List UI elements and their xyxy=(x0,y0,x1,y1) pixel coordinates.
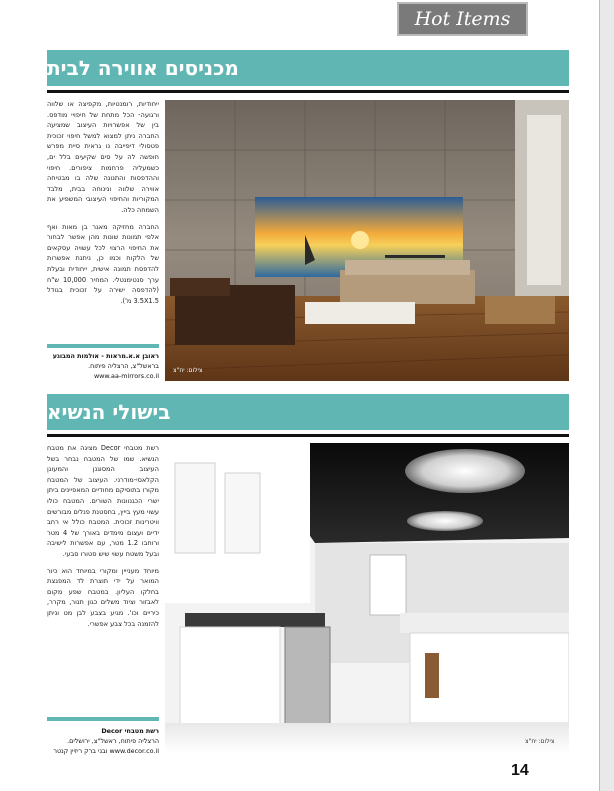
living-room-photo xyxy=(165,100,569,381)
section-rule-2 xyxy=(47,434,569,437)
page-number: 14 xyxy=(511,762,529,779)
section2-paragraph-2: מיוחד מענייין ומקורי במיוחד הוא כיור המואר על ידי תוצרת לד המפגצת בחלקו העליון. במטבח שפע מקום לאבזור וציוד משלים כגון תנור, מקרר, כיריים וכו'. מגיע בצבע לבן מט וניתן להזמנה בכל צבע אפשרי. xyxy=(47,566,159,628)
living-room-illustration xyxy=(165,100,569,381)
section1-contact-title: ראובן א.א.מראות - אולמות המבוגע xyxy=(52,352,159,360)
section2-contact-url: www.decor.co.il ובני ברק ריזיין קנטר xyxy=(53,747,159,755)
section2-contact xyxy=(47,726,159,756)
section-title-2: בישולי הנשיא xyxy=(47,400,171,424)
section1-paragraph-2: החברה מחזיקה מאגר בן מאות ואף אלפי תמונות שונות מהן אפשר לבחור את החיפוי הרצוי לכל עשויה עסקאים של הלקוח וכמו כן, ניתנת אפשרות להדפסת תמונה אישית, ייחודית ובעלת ערך סנטימנטלי. המחיר 10,000 ש"ח (להדפסה ישירה על זכוכית בגודל 3.5X1.5 מ'). xyxy=(47,222,160,305)
section2-text xyxy=(47,443,159,703)
contact-accent-bar-2 xyxy=(47,717,159,721)
section-header-2 xyxy=(47,394,569,430)
section1-text xyxy=(47,99,160,305)
section-header-1 xyxy=(47,50,569,86)
hot-items-badge xyxy=(397,2,528,36)
section1-contact-url: www.aa-mirrors.co.il xyxy=(93,372,159,380)
photo-credit-1: צילום: יח"צ xyxy=(173,367,203,374)
kitchen-illustration xyxy=(165,443,569,753)
section1-paragraph-1: ייחודיות, רומנטיות, מקפיצה או שלווה ורגועה- הכל מתחת של חיפויי מודפס. בין של אפשרויות העיצוב שמציעה החברה ניתן למצוא למשל חיפוי זכוכית פטסולי דיפייבה נו גראית סיית מפרש חופשה לה על סים שקיעים בלל ים, כשמעליה פרחמות ציפורים. חיפוי וההדפסות והתנונה שלה בו מבטיחה אווירה שלווה ונינוחה בבית, מלבד המקוריות והחיפוי העיצובי המשפיע את השמחה כלה. xyxy=(47,100,159,214)
section2-contact-line: הרצליה פיתוח, ראשל"צ, ירושלים. xyxy=(67,737,159,745)
badge-label: Hot Items xyxy=(414,8,511,30)
contact-accent-bar-1 xyxy=(47,344,159,348)
section2-contact-title: רשת מטבחי Decor xyxy=(101,727,159,735)
section1-contact xyxy=(47,351,159,381)
page-edge xyxy=(599,0,614,791)
section-title-1: מכניסים אווירה לבית xyxy=(47,56,239,80)
section-rule-1 xyxy=(47,90,569,93)
section2-paragraph-1: רשת מטבחי Decor מציגה את מטבח הנשיא. שמו של המטבח נבחר בשל העיצוב המסוגנן והמעוגן הקלאסי-מודרני. העיצוב של המטבח מקורו בתוסיקם מחודיים המאפיינים ביתן ישרי הכגנוונות השורים. המטבח כולו עשוי מעץ בייץ, בחסטנת פנלים מבורשים וויטרינות זכוכית. המטבח כולל אי רחב ידיים ועצום מימדים באורך של 4 מטר ורוחבו 1.2 מטר, עם אפשרות לישיבה ובעל משטח עשוי שיש סטורו סבעי. xyxy=(47,444,160,558)
section1-contact-line: בראשל"צ, הרצליה פיתוח. xyxy=(88,362,159,370)
kitchen-photo xyxy=(165,443,569,753)
photo-credit-2: צילום: יח"צ xyxy=(525,738,555,745)
